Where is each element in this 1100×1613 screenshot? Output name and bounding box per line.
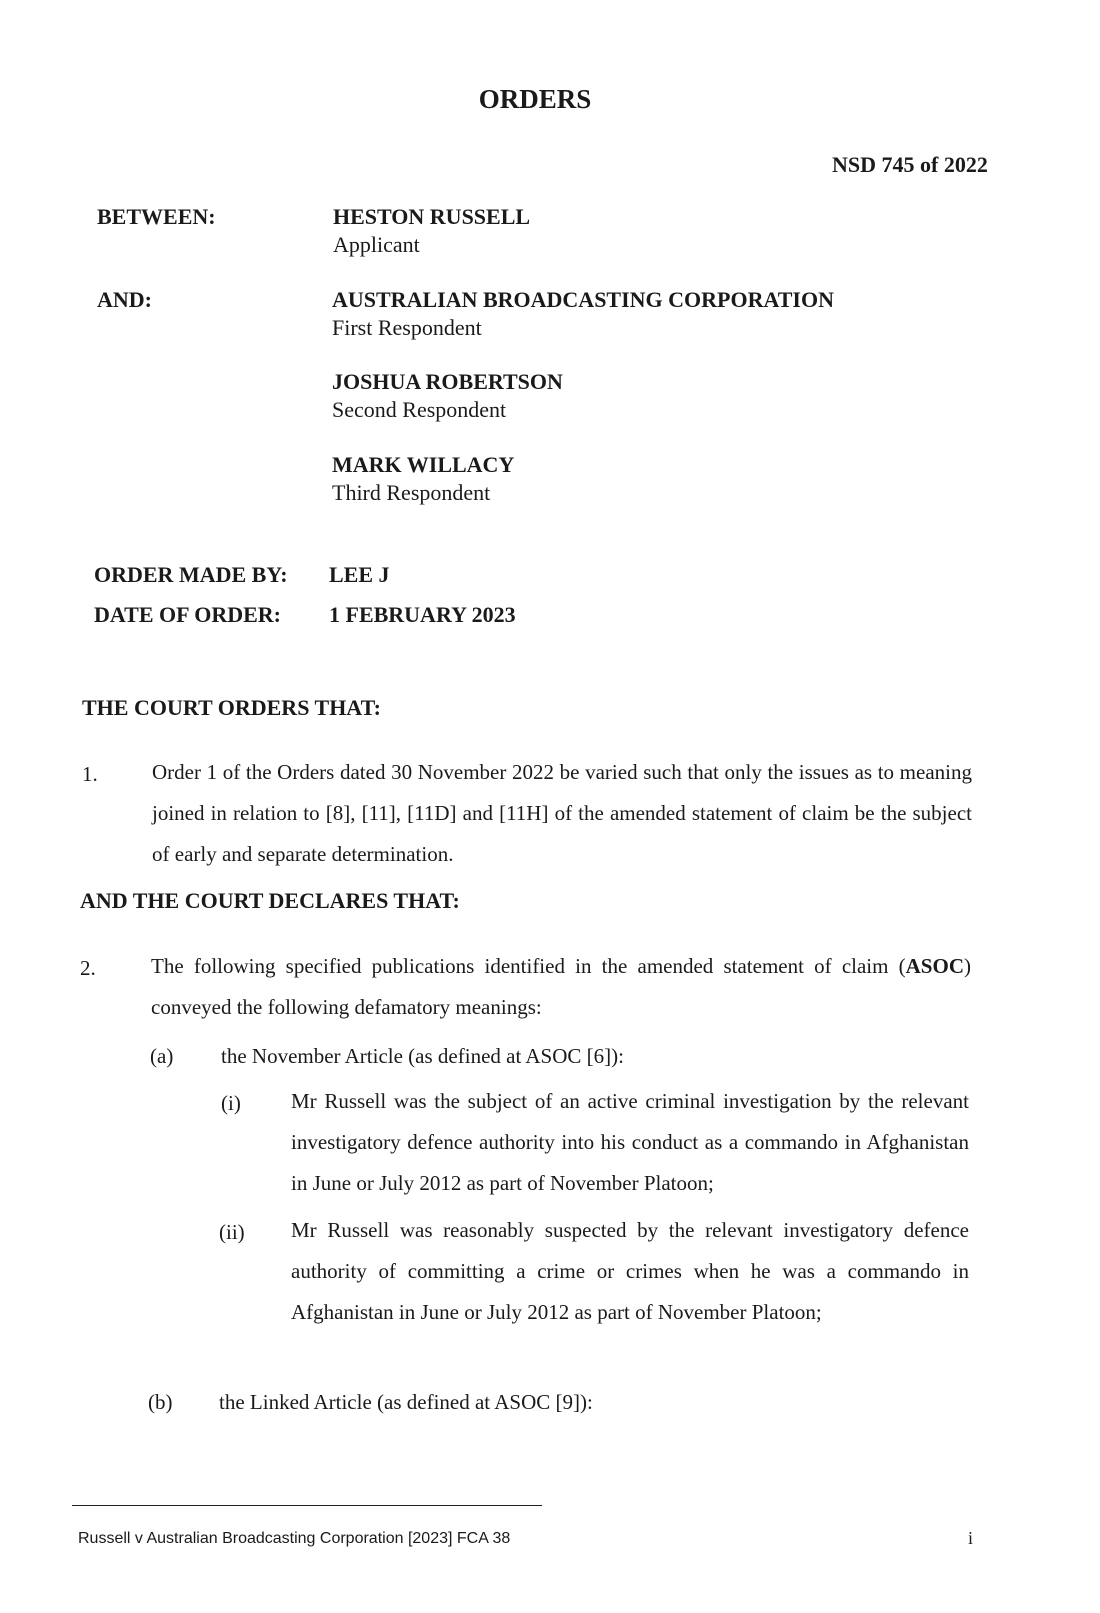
item-a-text: the November Article (as defined at ASOC [6]):	[221, 1044, 624, 1068]
item-a-label: (a)	[150, 1044, 174, 1068]
subitem-i-text: Mr Russell was the subject of an active criminal investigation by the relevant investigatory defence authority into his conduct as a commando in Afghanistan in June or July 2012 as part of November Platoon;	[291, 1089, 969, 1195]
footer-divider	[72, 1505, 542, 1506]
date-of-order-label: DATE OF ORDER:	[94, 602, 281, 627]
item-b-text: the Linked Article (as defined at ASOC [9]):	[219, 1390, 593, 1414]
subitem-i-label: (i)	[221, 1091, 241, 1115]
file-number: NSD 745 of 2022	[832, 152, 988, 177]
order-made-by-label: ORDER MADE BY:	[94, 562, 288, 587]
first-respondent-role: First Respondent	[332, 315, 482, 340]
order-1-text: Order 1 of the Orders dated 30 November 2022 be varied such that only the issues as to meaning joined in relation to [8], [11], [11D] and [11H] of the amended statement of claim be the subject of early and separate determination.	[152, 760, 972, 866]
order-2-number: 2.	[80, 956, 96, 980]
applicant-role: Applicant	[333, 232, 420, 257]
third-respondent-name: MARK WILLACY	[332, 452, 515, 477]
and-label: AND:	[97, 287, 152, 312]
page-number: i	[968, 1528, 974, 1548]
asoc-defined-term: ASOC	[905, 954, 964, 978]
second-respondent-role: Second Respondent	[332, 397, 507, 422]
order-made-by-value: LEE J	[329, 562, 390, 587]
footer-citation: Russell v Australian Broadcasting Corporation [2023] FCA 38	[78, 1530, 511, 1547]
order-2-text-part-2: ) conveyed the following defamatory meanings:	[151, 954, 971, 1019]
page-title: ORDERS	[478, 84, 592, 114]
court-declares-heading: AND THE COURT DECLARES THAT:	[80, 888, 460, 913]
date-of-order-value: 1 FEBRUARY 2023	[329, 602, 516, 627]
third-respondent-role: Third Respondent	[332, 480, 491, 505]
subitem-ii-text: Mr Russell was reasonably suspected by the relevant investigatory defence authority of committing a crime or crimes when he was a commando in Afghanistan in June or July 2012 as part of November Platoon;	[291, 1218, 969, 1324]
second-respondent-name: JOSHUA ROBERTSON	[332, 369, 563, 394]
first-respondent-name: AUSTRALIAN BROADCASTING CORPORATION	[332, 287, 834, 312]
order-2-text-part-1: The following specified publications identified in the amended statement of claim (	[151, 954, 906, 978]
court-orders-heading: THE COURT ORDERS THAT:	[82, 695, 381, 720]
order-2-text	[151, 946, 971, 1028]
between-label: BETWEEN:	[97, 204, 216, 229]
subitem-ii-label: (ii)	[219, 1220, 245, 1244]
order-1-number: 1.	[82, 762, 98, 786]
item-b-label: (b)	[148, 1390, 173, 1414]
applicant-name: HESTON RUSSELL	[333, 204, 531, 229]
